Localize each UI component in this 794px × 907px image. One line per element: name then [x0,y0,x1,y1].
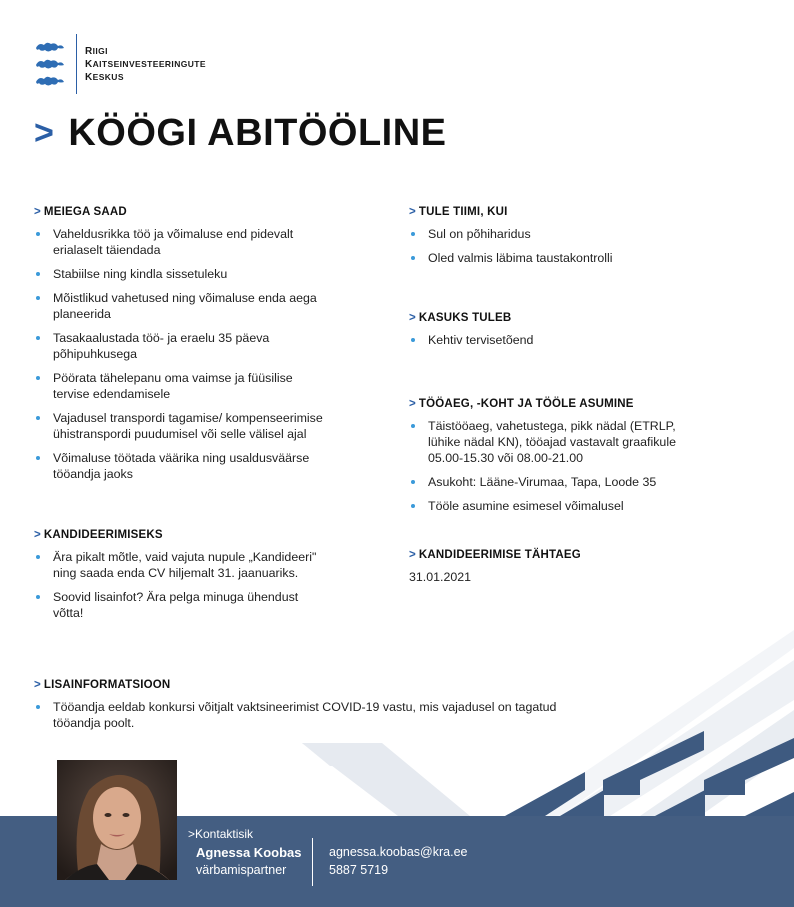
logo-text [85,45,206,84]
section-heading: > MEIEGA SAAD [34,206,127,218]
page-title [34,112,447,155]
section-heading: > KANDIDEERIMISEKS [34,529,163,541]
extra-info-list [34,699,574,731]
contact-role: värbamispartner [196,863,287,877]
section-heading: > LISAINFORMATSIOON [34,679,171,691]
list-item: Mõistlikud vahetused ning võimaluse enda aega planeerida [34,290,324,322]
requirements-list [409,226,709,266]
list-item: Tasakaalustada töö- ja eraelu 35 päeva põhipuhkusega [34,330,324,362]
logo-divider [76,34,77,94]
logo-line-2: KAITSEINVESTEERINGUTE [85,58,206,70]
contact-photo [57,760,177,880]
logo-line-1: RIIGI [85,45,108,57]
section-lisainformatsioon [34,679,574,739]
section-heading: > KANDIDEERIMISE TÄHTAEG [409,549,581,561]
section-heading: > TÖÖAEG, -KOHT JA TÖÖLE ASUMINE [409,398,634,410]
list-item: Kehtiv tervisetõend [409,332,709,348]
contact-name: Agnessa Koobas [196,845,302,860]
list-item: Tööandja eeldab konkursi võitjalt vaktsineerimist COVID-19 vastu, mis vajadusel on tagatud tööandja poolt. [34,699,574,731]
list-item: Vajadusel transpordi tagamise/ kompenseerimise ühistranspordi puudumisel või selle välisel ajal [34,410,324,442]
contact-label: >Kontaktisik [188,827,254,841]
list-item: Ära pikalt mõtle, vaid vajuta nupule „Kandideeri" ning saada enda CV hiljemalt 31. jaanuariks. [34,549,319,581]
list-item: Asukoht: Lääne-Virumaa, Tapa, Loode 35 [409,474,709,490]
list-item: Pöörata tähelepanu oma vaimse ja füüsilise tervise edendamisele [34,370,324,402]
title-chevron: > [34,114,55,152]
worktime-list [409,418,709,514]
title-text: KÖÖGI ABITÖÖLINE [68,112,447,154]
list-item: Tööle asumine esimesel võimalusel [409,498,709,514]
benefits-list [34,226,324,482]
section-heading: > KASUKS TULEB [409,312,512,324]
list-item: Vaheldusrikka töö ja võimaluse end pidevalt erialaselt täiendada [34,226,324,258]
list-item: Võimaluse töötada väärika ning usaldusväärse tööandja jaoks [34,450,324,482]
section-tahtaeg [409,549,709,585]
contact-phone[interactable]: 5887 5719 [329,863,389,877]
contact-email-link[interactable]: agnessa.koobas@kra.ee [329,845,468,859]
section-heading: > TULE TIIMI, KUI [409,206,508,218]
advantage-list [409,332,709,348]
section-kasuks-tuleb [409,312,709,356]
list-item: Oled valmis läbima taustakontrolli [409,250,709,266]
section-tooaeg [409,398,709,522]
logo [34,34,206,94]
contact-divider [312,838,313,886]
list-item: Soovid lisainfot? Ära pelga minuga ühendust võtta! [34,589,319,621]
deadline-date: 31.01.2021 [409,570,472,584]
list-item: Stabiilse ning kindla sissetuleku [34,266,324,282]
three-lions-icon [34,40,68,88]
section-meiega-saad [34,206,324,490]
section-tule-tiimi [409,206,709,274]
list-item: Sul on põhiharidus [409,226,709,242]
list-item: Täistööaeg, vahetustega, pikk nädal (ETRLP, lühike nädal KN), tööajad vastavalt graafikule 05.00-15.30 või 08.00-21.00 [409,418,709,466]
logo-line-3: KESKUS [85,71,124,83]
